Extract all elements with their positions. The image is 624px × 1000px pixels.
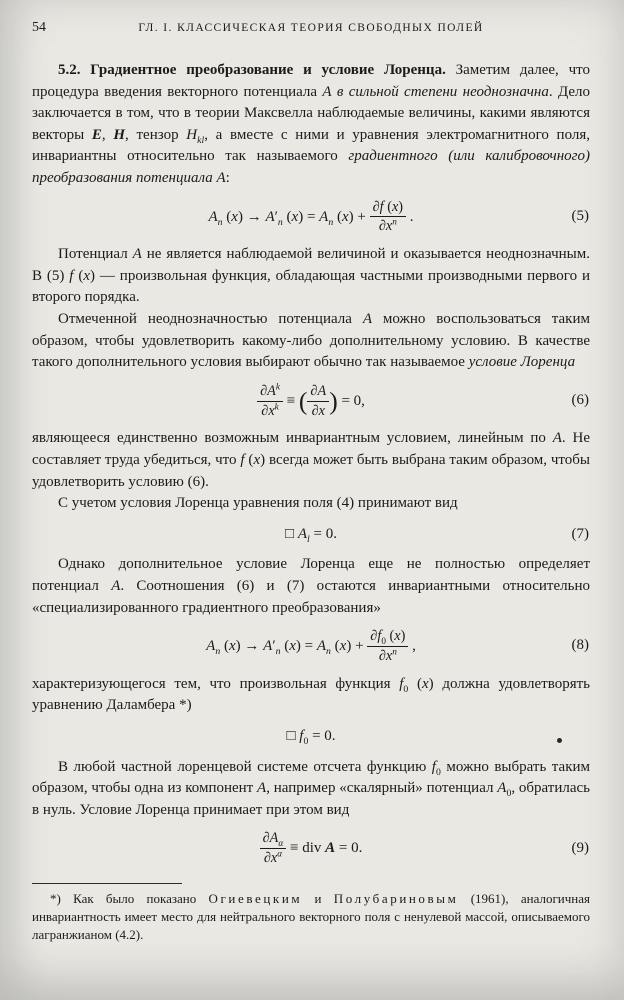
big-paren: (	[298, 386, 308, 416]
para-potential-unobservable: Потенциал A не является наблюдаемой величиной и оказывается неоднозначным. В (5) f (x) — произвольная функция, обладающая частными производными первого и второго порядка.	[32, 246, 590, 306]
bold-italic-text: H	[113, 126, 126, 143]
italic-text: x	[341, 208, 349, 225]
fraction	[260, 830, 287, 867]
subscript	[326, 646, 331, 657]
page-body	[32, 60, 590, 867]
italic-text: n	[277, 216, 283, 228]
italic-text: градиентного (или калибровочного) преобразования потенциала	[32, 148, 590, 186]
italic-text: k	[275, 382, 280, 392]
ink-spot-artifact	[557, 738, 562, 743]
equation-number: (7)	[571, 525, 589, 542]
italic-text: x	[253, 451, 261, 468]
italic-text: x	[270, 850, 278, 867]
big-paren: )	[329, 386, 338, 416]
fraction	[257, 383, 283, 420]
equation-number: (8)	[571, 637, 589, 654]
italic-text: условие Лоренца	[468, 354, 576, 371]
footnote-text: *) Как было показано Огиевецким и Полубариновым (1961), аналогичная инвариантность имеет место для нейтрального векторного поля с ненулевой массой, описываемого лагранжианом (4.2).	[32, 890, 590, 942]
italic-text: f	[240, 451, 245, 468]
italic-text: A	[267, 382, 276, 399]
subscript	[278, 839, 283, 849]
italic-text: x	[385, 647, 393, 664]
page-number: 54	[32, 20, 46, 35]
fraction-denominator: $\partial x^n$	[378, 217, 397, 235]
equation-7	[32, 524, 590, 546]
footnote-rule	[32, 883, 182, 884]
italic-text: n	[215, 645, 221, 657]
italic-text: A	[265, 208, 275, 225]
para-additional-condition: Отмеченной неоднозначностью потенциала A можно воспользоваться таким образом, чтобы удовлетворить какому-либо дополнительному условию. В качестве такого дополнительного условия выбирают обычно так называемое условие Лоренца	[32, 310, 590, 371]
equation-math: □ $A_l = 0$.	[285, 525, 337, 545]
subscript	[278, 216, 283, 227]
subscript	[215, 646, 220, 657]
fraction	[370, 199, 406, 236]
superscript	[276, 382, 280, 392]
italic-text: A	[206, 637, 216, 654]
italic-text: x	[391, 198, 399, 215]
bold-italic-text: E	[91, 126, 102, 143]
subscript: 0	[506, 788, 512, 800]
letterspaced-name: Огиевецким	[208, 890, 303, 906]
italic-text: x	[231, 208, 238, 225]
italic-text: A	[552, 430, 562, 447]
italic-text: n	[275, 645, 281, 657]
superscript	[277, 849, 282, 859]
italic-text: в сильной степени неоднозначна	[336, 83, 549, 100]
italic-text: A	[269, 830, 279, 847]
para-section-intro: 5.2. Градиентное преобразование и условие Лоренца. Заметим далее, что процедура введения векторного потенциала A в сильной степени неоднозначна. Дело заключается в том, что в теории Максвелла наблюдаемые величины, какими являются векторы E, H, тензор $H_{kl}$, а вместе с ними и уравнения электромагнитного поля, инвариантны относительно так называемого градиентного (или калибровочного) преобразования потенциала A:	[32, 62, 591, 186]
fraction-denominator: ∂x	[311, 402, 325, 419]
italic-text: A	[297, 525, 308, 542]
fraction-numerator: ∂A	[307, 383, 329, 402]
subscript: 0	[435, 766, 441, 778]
subscript: 0	[303, 735, 309, 747]
italic-text: x	[83, 267, 91, 284]
italic-text: f	[377, 628, 382, 645]
equation-math: $A_n$ $(x) \to A'_n$ $(x) = A_n$ (x) + $\frac{\partial f (x)}{\partial x^n}$ .	[208, 198, 414, 235]
italic-text: A	[317, 382, 327, 399]
superscript	[392, 218, 397, 228]
bold-italic-text: A	[325, 840, 336, 857]
fraction-numerator: $\partial f_0$ (x)	[367, 628, 408, 647]
italic-text: α	[277, 849, 283, 860]
italic-text: n	[328, 216, 334, 228]
equation-math: □ $f_0 = 0$.	[286, 727, 336, 747]
italic-text: l	[307, 533, 310, 545]
italic-text: A	[497, 780, 507, 797]
fraction-numerator: $\partial A_\alpha$	[260, 830, 287, 849]
superscript	[275, 402, 279, 412]
subscript	[218, 216, 223, 227]
fraction-denominator: $\partial x^\alpha$	[263, 849, 283, 867]
italic-text: n	[392, 217, 397, 228]
italic-text: n	[392, 647, 397, 658]
letterspaced-name: Полубариновым	[333, 890, 459, 906]
italic-text: H	[186, 126, 198, 143]
subscript	[276, 646, 281, 657]
italic-text: x	[394, 628, 401, 645]
para-field-equations: С учетом условия Лоренца уравнения поля (4) принимают вид	[58, 495, 458, 512]
fraction-denominator: $\partial x^n$	[378, 647, 397, 664]
equation-math: $A_n$ $(x) \to A'_n$ $(x) = A_n$ (x) + $\frac{\partial f_0 (x)}{\partial x^n}$ ,	[206, 628, 416, 664]
superscript	[392, 647, 397, 657]
para-dalembert-condition: характеризующегося тем, что произвольная функция $f_0$ (x) должна удовлетворять уравнению Даламбера *)	[32, 675, 591, 714]
italic-text: A	[257, 780, 267, 797]
subscript	[197, 135, 204, 146]
italic-text: A	[322, 83, 332, 100]
para-special-gauge: Однако дополнительное условие Лоренца еще не полностью определяет потенциал A. Соотношения (6) и (7) остаются инвариантными относительно «специализированного градиентного преобразования»	[32, 556, 590, 616]
italic-text: A	[208, 208, 218, 225]
italic-text: x	[318, 402, 325, 419]
fraction	[367, 628, 408, 665]
italic-text: A	[216, 169, 226, 186]
fraction-numerator: $\partial A^k$	[257, 383, 283, 402]
italic-text: f	[431, 758, 436, 775]
equation-number: (6)	[571, 392, 589, 409]
bold-text: 5.2. Градиентное преобразование и условие Лоренца.	[58, 62, 446, 78]
fraction-numerator: ∂f (x)	[370, 199, 406, 218]
equation-5	[32, 199, 590, 236]
italic-text: x	[228, 637, 236, 654]
running-title: ГЛ. I. КЛАССИЧЕСКАЯ ТЕОРИЯ СВОБОДНЫХ ПОЛЕЙ	[138, 22, 484, 34]
italic-text: f	[299, 727, 304, 744]
equation-math: $\frac{\partial A^k}{\partial x^k}$ ≡ ( $\frac{\partial A}{\partial x}$ ) = 0,	[257, 383, 365, 420]
italic-text: α	[278, 839, 284, 850]
italic-text: kl	[197, 134, 205, 146]
equation-number: (9)	[571, 839, 589, 856]
subscript	[307, 534, 310, 545]
fraction	[307, 383, 329, 420]
equation-number: (5)	[571, 208, 589, 225]
italic-text: k	[274, 401, 279, 412]
italic-text: A	[319, 208, 329, 225]
italic-text: n	[326, 645, 331, 657]
italic-text: x	[291, 208, 299, 225]
italic-text: A	[263, 637, 273, 654]
equation-8	[32, 628, 590, 665]
italic-text: x	[268, 402, 275, 419]
italic-text: A	[111, 577, 121, 594]
italic-text: x	[421, 675, 429, 692]
fraction-denominator: $\partial x^k$	[261, 401, 279, 419]
equation-9	[32, 830, 590, 867]
footnote	[32, 883, 590, 944]
para-unique-invariant: являющееся единственно возможным инвариантным условием, линейным по A. Не составляет труда убедиться, что f (x) всегда может быть выбрана таким образом, чтобы удовлетворить условию (6).	[32, 430, 590, 490]
subscript: 0	[403, 683, 409, 695]
italic-text: x	[385, 218, 393, 235]
italic-text: x	[339, 637, 347, 654]
para-lorentz-frame: В любой частной лоренцевой системе отсчета функцию $f_0$ можно выбрать таким образом, чтобы одна из компонент A, например «скалярный» потенциал $A_0$, обратилась в нуль. Условие Лоренца принимает при этом вид	[32, 758, 591, 818]
italic-text: f	[399, 675, 404, 692]
italic-text: f	[379, 198, 384, 215]
italic-text: A	[132, 246, 142, 263]
subscript: 0	[381, 636, 386, 647]
italic-text: A	[316, 637, 327, 654]
italic-text: A	[362, 310, 372, 327]
italic-text: n	[217, 216, 223, 228]
italic-text: x	[289, 637, 296, 654]
page-header	[32, 20, 590, 40]
subscript	[328, 216, 333, 227]
italic-text: f	[69, 267, 74, 284]
equation-math: $\frac{\partial A_\alpha}{\partial x^\alpha}$ ≡ div A = 0.	[260, 830, 363, 867]
equation-6	[32, 383, 590, 420]
equation-dalembert	[32, 726, 590, 748]
